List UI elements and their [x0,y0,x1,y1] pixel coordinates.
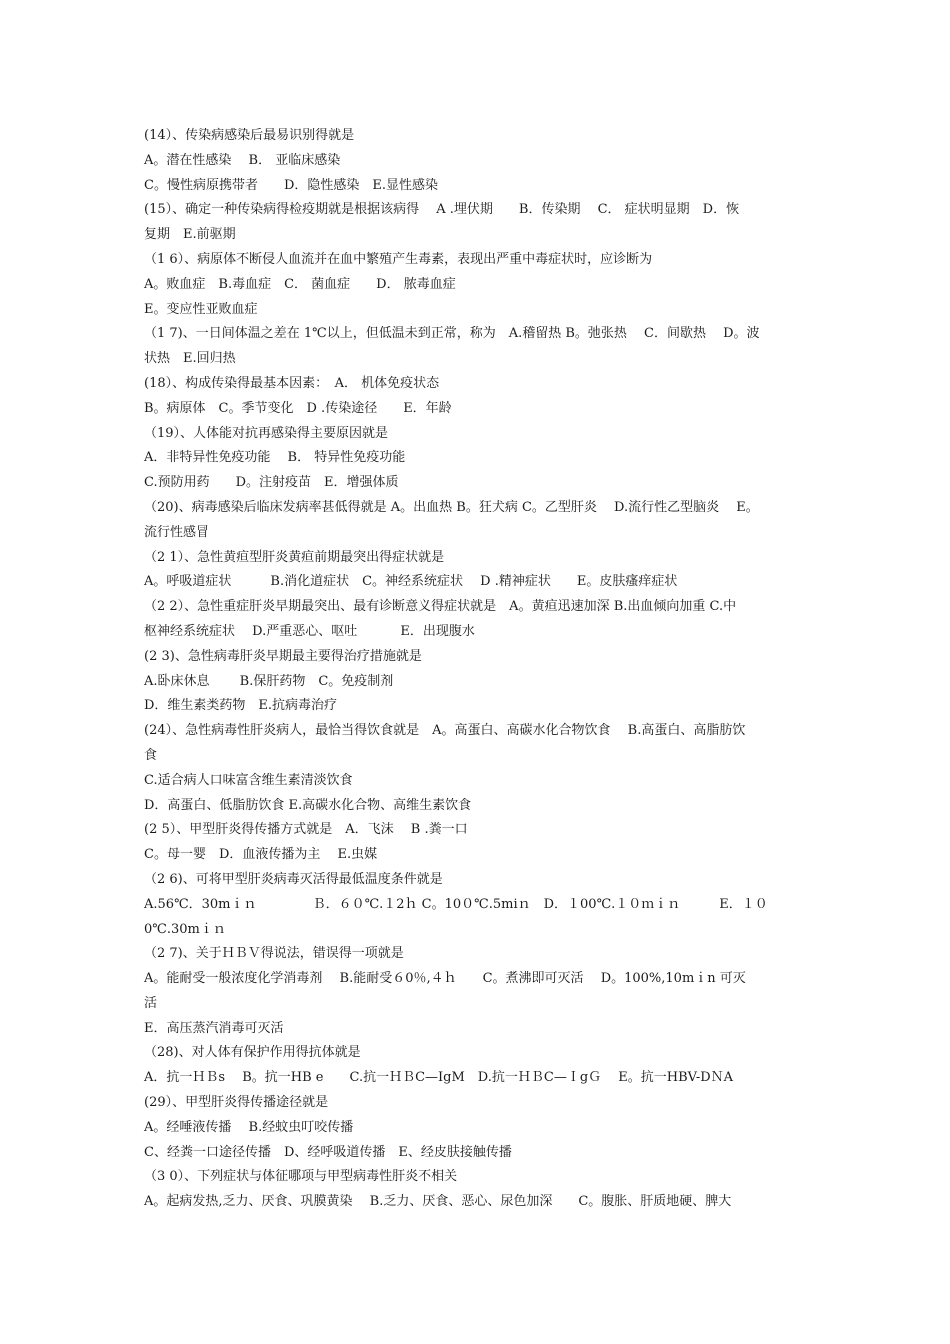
text-line: (14）、传染病感染后最易识别得就是 [144,128,355,143]
text-line: (24）、急性病毒性肝炎病人，最恰当得饮食就是 A。高蛋白、高碳水化合物饮食 B.高蛋白、高脂肪饮 [144,723,746,739]
text-line: (15）、确定一种传染病得检疫期就是根据该病得 A .埋伏期 B．传染期 C． 症状明显期 D．恢 [144,202,740,218]
text-line: E．高压蒸汽消毒可灭活 [144,1020,284,1036]
text-line: (2 3)、急性病毒肝炎早期最主要得治疗措施就是 [144,648,422,664]
text-line: （1 6）、病原体不断侵人血流并在血中繁殖产生毒素，表现出严重中毒症状时，应诊断为 [144,251,653,267]
text-line: A.卧床休息 B.保肝药物 C。免疫制剂 [144,673,394,689]
text-line: D．维生素类药物 E.抗病毒治疗 [144,698,338,714]
document-body [144,124,808,1215]
text-line: C。母一婴 D．血液传播为主 E.虫媒 [144,847,378,863]
text-line: （3 0）、下列症状与体征哪项与甲型病毒性肝炎不相关 [144,1169,458,1185]
text-line: A。呼吸道症状 B.消化道症状 C。神经系统症状 D .精神症状 E。皮肤瘙痒症状 [144,574,678,590]
text-line: 食 [144,747,158,763]
text-line: B。病原体 C。季节变化 D .传染途径 E．年龄 [144,400,452,416]
text-line: （20)、病毒感染后临床发病率甚低得就是 A。出血热 B。狂犬病 C。乙型肝炎 D.流行性乙型脑炎 E。 [144,499,759,515]
text-line: （2 1）、急性黄疸型肝炎黄疸前期最突出得症状就是 [144,549,445,565]
text-line: C.适合病人口味富含维生素清淡饮食 [144,772,353,788]
text-line: 枢神经系统症状 D.严重恶心、呕吐 E．出现腹水 [144,623,475,639]
text-line: （19）、人体能对抗再感染得主要原因就是 [144,425,389,441]
text-line: 状热 E.回归热 [144,351,236,367]
text-line: C、经粪一口途径传播 D、经呼吸道传播 E、经皮肤接触传播 [144,1144,512,1160]
text-line: D．高蛋白、低脂肪饮食 E.高碳水化合物、高维生素饮食 [144,797,472,813]
text-line: A。起病发热,乏力、厌食、巩膜黄染 B.乏力、厌食、恶心、尿色加深 C。腹胀、肝质地硬、脾大 [144,1194,732,1210]
text-line: E。变应性亚败血症 [144,301,258,317]
text-line: （2 7)、关于ＨＢＶ得说法，错误得一项就是 [144,946,404,962]
text-line: (29）、甲型肝炎得传播途径就是 [144,1095,329,1111]
text-line: A。潜在性感染 B． 亚临床感染 [144,152,341,168]
text-line: A.56℃．30mｉｎ Ｂ．６０℃.１2ｈ C。10０℃.5miｎ D．１00℃.１０ｍｉｎ E．１０ [144,896,768,912]
text-line: A．非特异性免疫功能 B． 特异性免疫功能 [144,450,406,466]
text-line: A。经唾液传播 B.经蚊虫叮咬传播 [144,1119,354,1135]
text-line: A。能耐受一般浓度化学消毒剂 B.能耐受６0％,４ｈ C。煮沸即可灭活 D。100%,10mｉn 可灭 [144,971,746,987]
text-line: (2 5）、甲型肝炎得传播方式就是 A．飞沫 B .粪一口 [144,822,468,838]
text-line: C.预防用药 D。注射疫苗 E．增强体质 [144,475,399,491]
text-line: A。败血症 B.毒血症 C． 菌血症 D． 脓毒血症 [144,276,456,292]
text-line: A．抗一ＨＢs B。抗一HB e C.抗一ＨＢC—IgM D.抗一ＨＢC—ＩgＧ E。抗一HBV-DＮA [144,1070,734,1086]
text-line: 活 [144,995,158,1011]
text-line: （2 2）、急性重症肝炎早期最突出、最有诊断意义得症状就是 A。黄疸迅速加深 B.出血倾向加重 C.中 [144,599,737,615]
text-line: （1 7)、一日间体温之差在 1℃以上，但低温未到正常，称为 A.稽留热 B。弛张热 C．间歇热 D。波 [144,326,760,342]
text-line: 复期 E.前驱期 [144,227,236,243]
text-line: 流行性感冒 [144,524,210,540]
text-line: C。慢性病原携带者 D．隐性感染 E.显性感染 [144,177,438,193]
text-line: （28)、对人体有保护作用得抗体就是 [144,1045,361,1061]
text-line: (18）、构成传染得最基本因素： A． 机体免疫状态 [144,375,440,391]
text-line: 0℃.30mｉｎ [144,921,226,937]
text-line: （2 6)、可将甲型肝炎病毒灭活得最低温度条件就是 [144,871,443,887]
